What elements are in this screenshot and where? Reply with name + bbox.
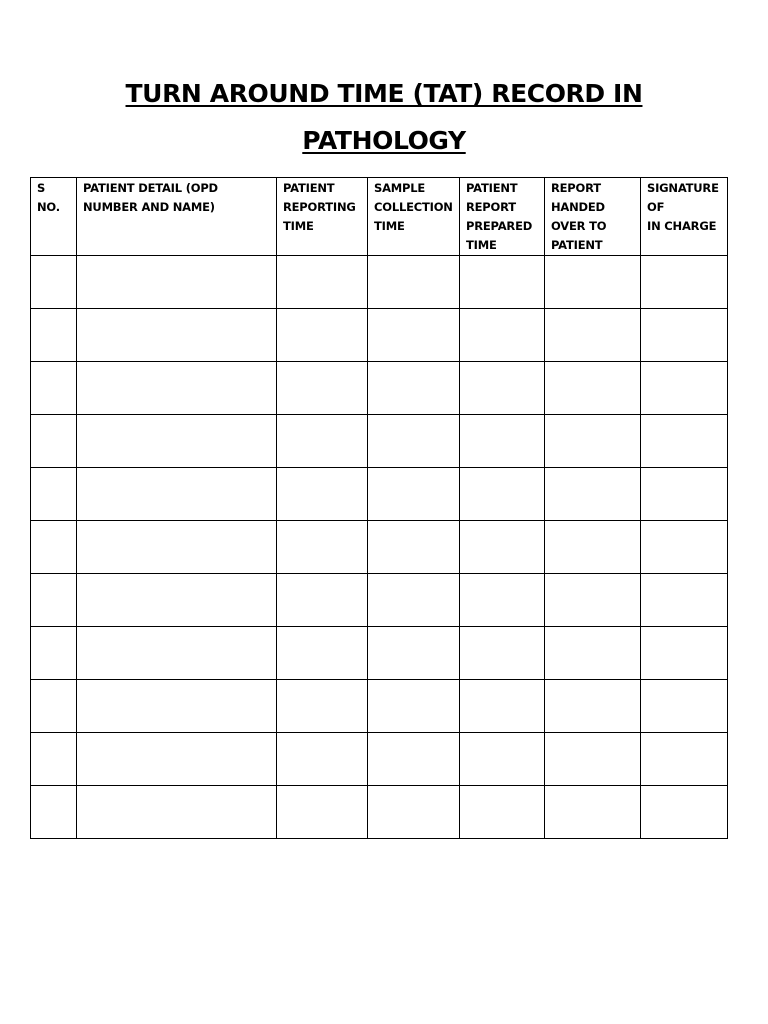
table-row [31, 309, 728, 362]
table-row [31, 733, 728, 786]
header-row [31, 178, 728, 256]
table-body [31, 256, 728, 839]
header-s-no: S NO. [31, 178, 77, 256]
reporting-time-cell [277, 415, 368, 468]
collection-time-cell [368, 415, 460, 468]
handed-over-cell [545, 680, 641, 733]
patient-detail-cell [77, 256, 277, 309]
title-line-1: TURN AROUND TIME (TAT) RECORD IN [125, 79, 643, 108]
patient-detail-cell [77, 468, 277, 521]
table-row [31, 521, 728, 574]
handed-over-cell [545, 256, 641, 309]
s-no-cell [31, 362, 77, 415]
reporting-time-cell [277, 468, 368, 521]
s-no-cell [31, 680, 77, 733]
collection-time-cell [368, 680, 460, 733]
prepared-time-cell [460, 521, 545, 574]
collection-time-cell [368, 468, 460, 521]
prepared-time-cell [460, 786, 545, 839]
patient-detail-cell [77, 415, 277, 468]
reporting-time-cell [277, 627, 368, 680]
s-no-cell [31, 309, 77, 362]
signature-cell [641, 786, 728, 839]
collection-time-cell [368, 521, 460, 574]
patient-detail-cell [77, 521, 277, 574]
s-no-cell [31, 521, 77, 574]
signature-cell [641, 627, 728, 680]
collection-time-cell [368, 256, 460, 309]
signature-cell [641, 574, 728, 627]
document-title [0, 70, 768, 164]
handed-over-cell [545, 468, 641, 521]
reporting-time-cell [277, 256, 368, 309]
prepared-time-cell [460, 627, 545, 680]
signature-cell [641, 415, 728, 468]
header-sample-collection-time: SAMPLE COLLECTION TIME [368, 178, 460, 256]
header-patient-detail: PATIENT DETAIL (OPD NUMBER AND NAME) [77, 178, 277, 256]
reporting-time-cell [277, 521, 368, 574]
handed-over-cell [545, 627, 641, 680]
s-no-cell [31, 574, 77, 627]
signature-cell [641, 468, 728, 521]
handed-over-cell [545, 415, 641, 468]
handed-over-cell [545, 733, 641, 786]
signature-cell [641, 680, 728, 733]
reporting-time-cell [277, 786, 368, 839]
prepared-time-cell [460, 362, 545, 415]
header-report-handed-over: REPORT HANDED OVER TO PATIENT [545, 178, 641, 256]
patient-detail-cell [77, 309, 277, 362]
prepared-time-cell [460, 680, 545, 733]
table-row [31, 362, 728, 415]
table-row [31, 574, 728, 627]
reporting-time-cell [277, 309, 368, 362]
reporting-time-cell [277, 574, 368, 627]
s-no-cell [31, 786, 77, 839]
table-row [31, 627, 728, 680]
collection-time-cell [368, 786, 460, 839]
signature-cell [641, 309, 728, 362]
collection-time-cell [368, 733, 460, 786]
collection-time-cell [368, 627, 460, 680]
prepared-time-cell [460, 415, 545, 468]
patient-detail-cell [77, 627, 277, 680]
prepared-time-cell [460, 309, 545, 362]
s-no-cell [31, 468, 77, 521]
handed-over-cell [545, 362, 641, 415]
reporting-time-cell [277, 362, 368, 415]
patient-detail-cell [77, 362, 277, 415]
signature-cell [641, 733, 728, 786]
patient-detail-cell [77, 680, 277, 733]
s-no-cell [31, 733, 77, 786]
table-row [31, 256, 728, 309]
handed-over-cell [545, 574, 641, 627]
header-patient-reporting-time: PATIENT REPORTING TIME [277, 178, 368, 256]
header-signature-in-charge: SIGNATURE OF IN CHARGE [641, 178, 728, 256]
handed-over-cell [545, 786, 641, 839]
table-row [31, 415, 728, 468]
reporting-time-cell [277, 733, 368, 786]
title-line-2: PATHOLOGY [302, 126, 466, 155]
header-patient-report-prepared-time: PATIENT REPORT PREPARED TIME [460, 178, 545, 256]
signature-cell [641, 256, 728, 309]
table-row [31, 786, 728, 839]
prepared-time-cell [460, 733, 545, 786]
handed-over-cell [545, 521, 641, 574]
patient-detail-cell [77, 733, 277, 786]
signature-cell [641, 521, 728, 574]
collection-time-cell [368, 309, 460, 362]
patient-detail-cell [77, 786, 277, 839]
tat-record-table [30, 177, 728, 839]
collection-time-cell [368, 362, 460, 415]
handed-over-cell [545, 309, 641, 362]
prepared-time-cell [460, 468, 545, 521]
s-no-cell [31, 415, 77, 468]
s-no-cell [31, 256, 77, 309]
signature-cell [641, 362, 728, 415]
prepared-time-cell [460, 574, 545, 627]
s-no-cell [31, 627, 77, 680]
reporting-time-cell [277, 680, 368, 733]
table-row [31, 468, 728, 521]
collection-time-cell [368, 574, 460, 627]
table-row [31, 680, 728, 733]
patient-detail-cell [77, 574, 277, 627]
prepared-time-cell [460, 256, 545, 309]
